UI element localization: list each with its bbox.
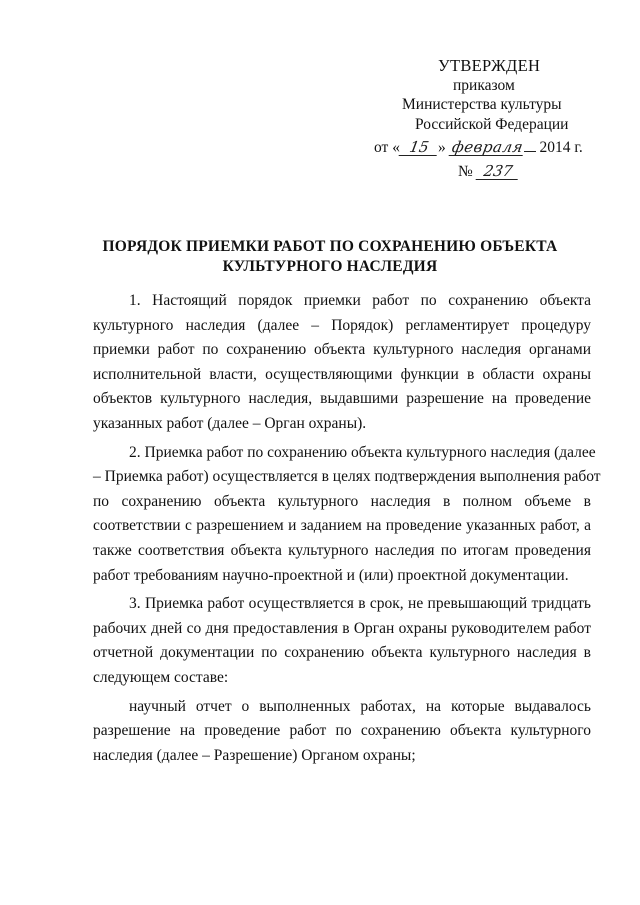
paragraph-line: также соответствия объекта культурного наследия по итогам проведения bbox=[93, 541, 591, 559]
approval-number-line bbox=[458, 162, 600, 182]
approval-order-label: приказом bbox=[453, 76, 515, 94]
paragraph-line: 1. Настоящий порядок приемки работ по сохранению объекта bbox=[129, 292, 591, 309]
paragraph-line: по сохранению объекта культурного наследия в полном объеме в bbox=[93, 492, 591, 510]
paragraph-line: следующем составе: bbox=[93, 668, 229, 686]
paragraph-line: наследия (далее – Разрешение) Органом охраны; bbox=[93, 746, 416, 764]
paragraph-line: – Приемка работ) осуществляется в целях подтверждения выполнения работ bbox=[93, 468, 601, 486]
paragraph-line: разрешение на проведение работ по сохранению объекта культурного bbox=[93, 722, 591, 740]
approval-block bbox=[360, 56, 600, 181]
title-line-2: КУЛЬТУРНОГО НАСЛЕДИЯ bbox=[222, 258, 438, 275]
date-year: 2014 г. bbox=[539, 139, 583, 156]
approval-federation: Российской Федерации bbox=[415, 115, 569, 133]
paragraph-3 bbox=[93, 592, 591, 690]
date-month-handwritten: февраля bbox=[450, 138, 525, 156]
paragraph-line: исполнительной власти, осуществляющими функции в области охраны bbox=[93, 365, 591, 383]
date-mid: » bbox=[437, 139, 446, 156]
paragraph-2 bbox=[93, 441, 601, 589]
document-body bbox=[93, 289, 601, 768]
approval-date-line bbox=[374, 137, 600, 158]
document-title bbox=[80, 237, 580, 277]
number-prefix: № bbox=[458, 162, 473, 180]
paragraph-line: научный отчет о выполненных работах, на которые выдавалось bbox=[129, 697, 591, 715]
paragraph-line: культурного наследия (далее – Порядок) регламентирует процедуру bbox=[93, 316, 591, 334]
paragraph-4 bbox=[93, 695, 591, 769]
title-line-1: ПОРЯДОК ПРИЕМКИ РАБОТ ПО СОХРАНЕНИЮ ОБЪЕКТА bbox=[102, 238, 558, 255]
paragraph-line: приемки работ по сохранению объекта культурного наследия органами bbox=[93, 341, 591, 359]
date-day-handwritten: 15 bbox=[399, 140, 440, 156]
paragraph-line: указанных работ (далее – Орган охраны). bbox=[93, 414, 367, 432]
paragraph-line: отчетной документации по сохранению объекта культурного наследия в bbox=[93, 644, 591, 662]
approved-heading: УТВЕРЖДЕН bbox=[438, 56, 541, 75]
order-number-handwritten: 237 bbox=[475, 164, 520, 180]
date-prefix: от « bbox=[374, 139, 400, 156]
paragraph-line: 2. Приемка работ по сохранению объекта культурного наследия (далее bbox=[129, 443, 596, 461]
paragraph-line: рабочих дней со дня предоставления в Орган охраны руководителем работ bbox=[93, 619, 591, 637]
paragraph-1 bbox=[93, 289, 591, 437]
paragraph-line: соответствии с разрешением и заданием на проведение указанных работ, а bbox=[93, 517, 591, 535]
paragraph-line: объектов культурного наследия, выдавшими разрешение на проведение bbox=[93, 390, 591, 408]
paragraph-line: работ требованиям научно-проектной и (или) проектной документации. bbox=[93, 566, 569, 584]
paragraph-line: 3. Приемка работ осуществляется в срок, не превышающий тридцать bbox=[129, 595, 591, 613]
approval-ministry: Министерства культуры bbox=[402, 96, 562, 113]
